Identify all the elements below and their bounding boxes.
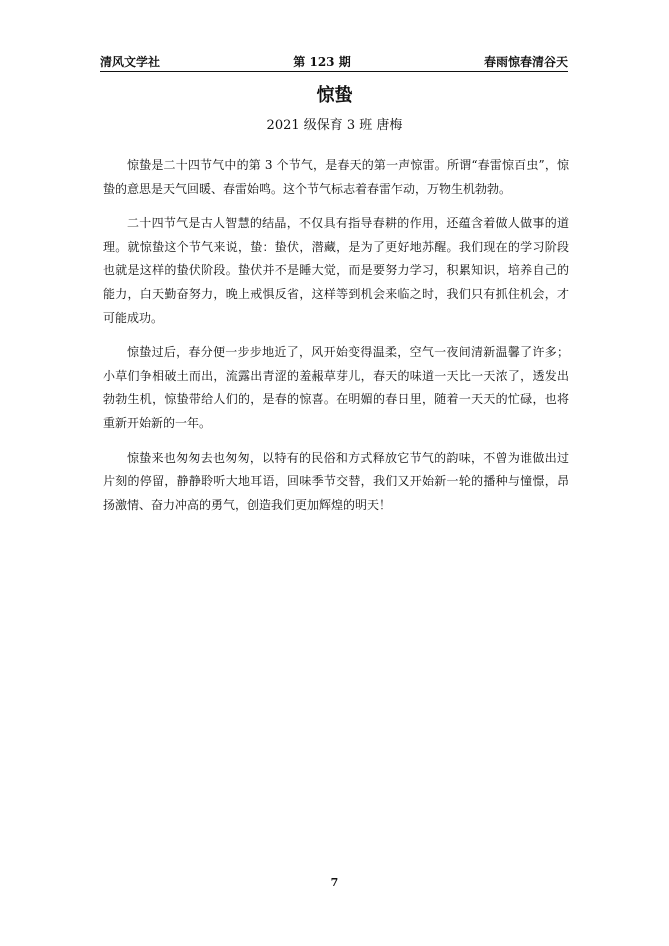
- article-paragraph: 惊蛰过后，春分便一步步地近了，风开始变得温柔，空气一夜间清新温馨了许多；小草们争相破土而出，流露出青涩的羞赧草芽儿，春天的味道一天比一天浓了，透发出勃勃生机，惊蛰带给人们的，是春的惊喜。在明媚的春日里，随着一天天的忙碌，也将重新开始新的一年。: [103, 345, 569, 430]
- running-header: [100, 52, 568, 70]
- article-paragraph: 惊蛰是二十四节气中的第 3 个节气，是春天的第一声惊雷。所谓“春雷惊百虫”，惊蛰的意思是天气回暖、春雷始鸣。这个节气标志着春雷乍动，万物生机勃勃。: [103, 158, 569, 196]
- header-issue-number: 第 123 期: [293, 54, 351, 69]
- header-issue-theme: 春雨惊春清谷天: [483, 54, 568, 69]
- article-title: 惊蛰: [316, 85, 353, 106]
- header-society-name: 清风文学社: [100, 54, 161, 69]
- article-body: [103, 154, 569, 528]
- header-divider: [100, 71, 568, 72]
- article-paragraph: 二十四节气是古人智慧的结晶，不仅具有指导春耕的作用，还蕴含着做人做事的道理。就惊蛰这个节气来说，蛰：蛰伏，潜藏，是为了更好地苏醒。我们现在的学习阶段也就是这样的蛰伏阶段。蛰伏并不是睡大觉，而是要努力学习，积累知识，培养自己的能力，白天勤奋努力，晚上戒惧反省，这样等到机会来临之时，我们只有抓住机会，才可能成功。: [103, 216, 569, 325]
- page-number: 7: [330, 876, 339, 889]
- article-paragraph: 惊蛰来也匆匆去也匆匆，以特有的民俗和方式释放它节气的韵味，不曾为谁做出过片刻的停留，静静聆听大地耳语，回味季节交替，我们又开始新一轮的播种与憧憬，昂扬激情、奋力冲高的勇气，创造我们更加辉煌的明天！: [103, 450, 569, 512]
- article-byline: 2021 级保育 3 班 唐梅: [266, 118, 403, 133]
